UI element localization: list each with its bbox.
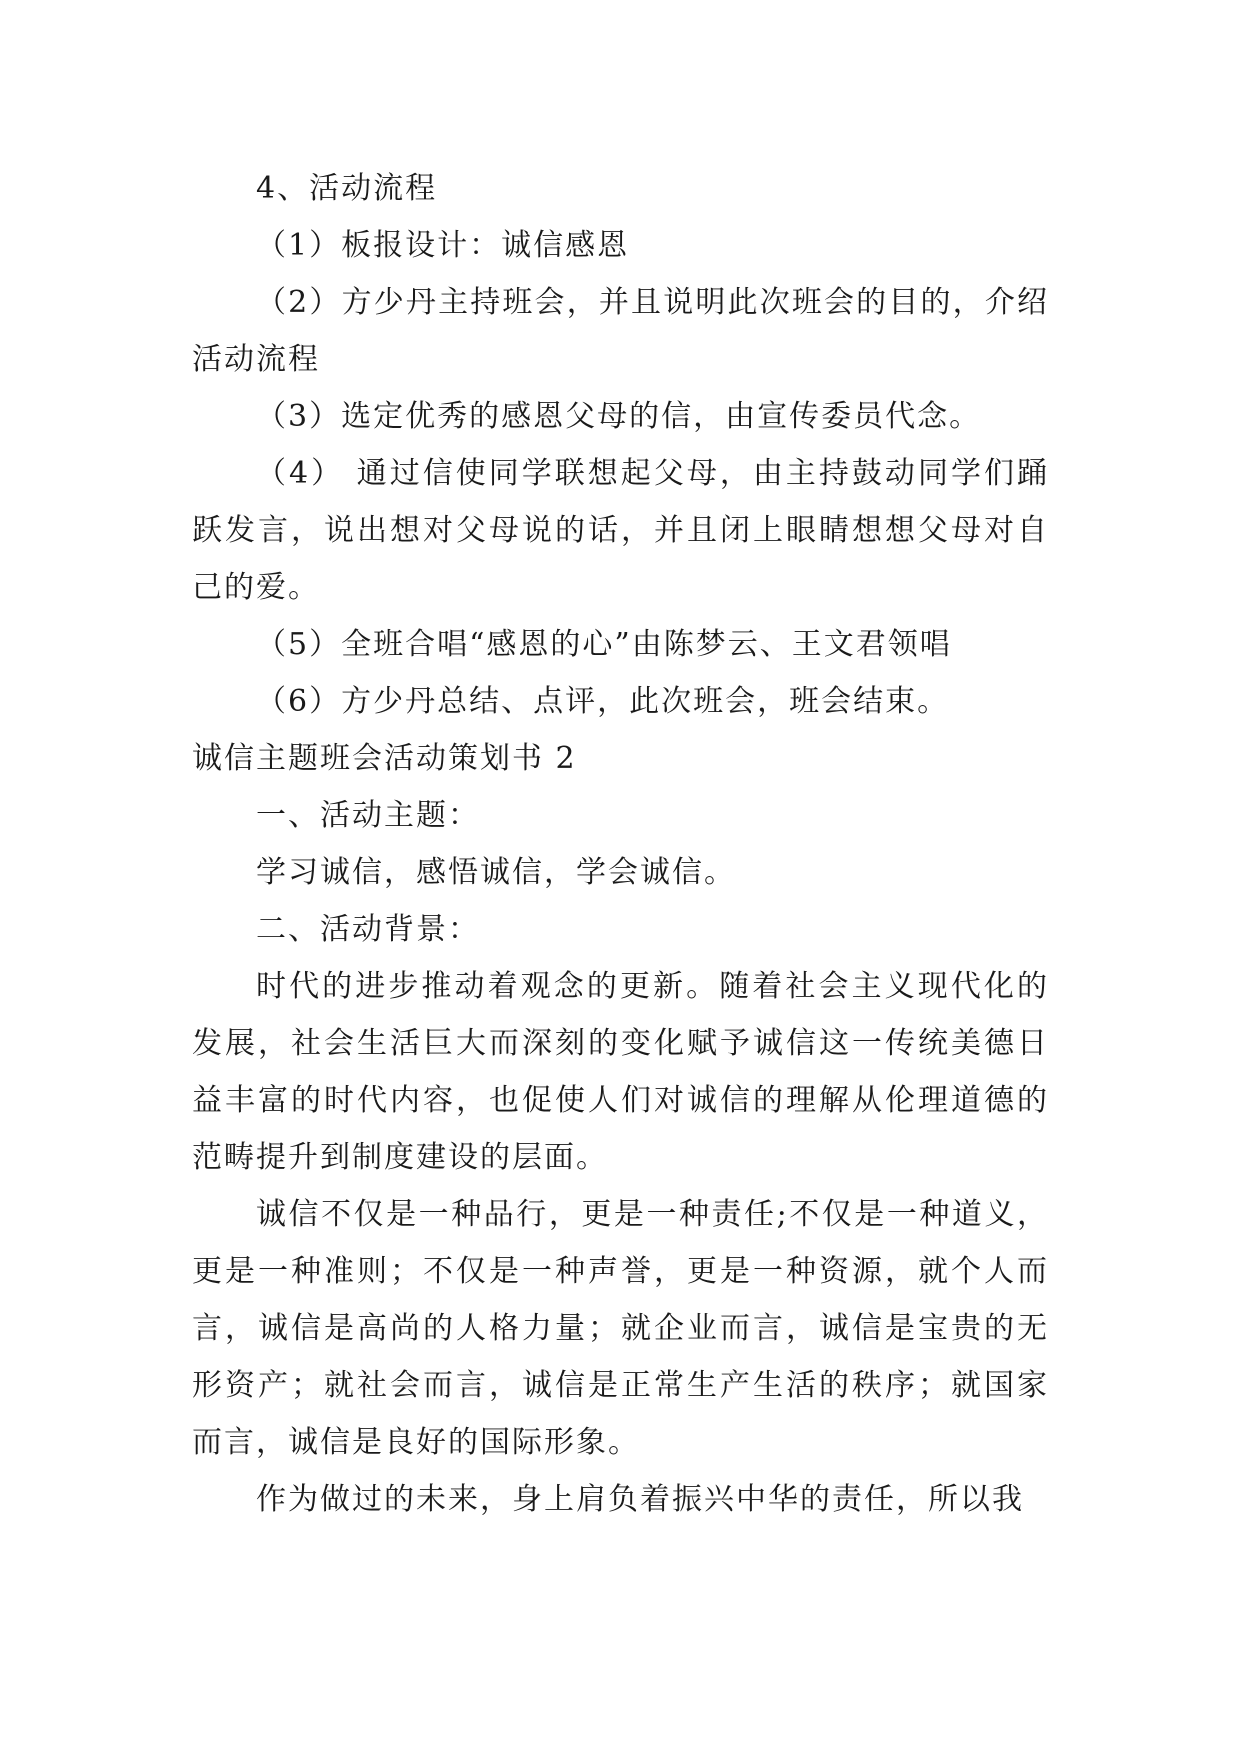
flow-heading: 4、活动流程: [256, 171, 438, 206]
background-heading: 二、活动背景：: [256, 912, 480, 947]
background-body-1: 时代的进步推动着观念的更新。随着社会主义现代化的发展，社会生活巨大而深刻的变化赋予诚信这一传统美德日益丰富的时代内容，也促使人们对诚信的理解从伦理道德的范畴提升到制度建设的层面。: [192, 969, 1049, 1175]
flow-step-4: （4） 通过信使同学联想起父母，由主持鼓动同学们踊跃发言，说出想对父母说的话，并且闭上眼睛想想父母对自己的爱。: [192, 456, 1049, 605]
background-body-3: 作为做过的未来，身上肩负着振兴中华的责任，所以我: [256, 1482, 1024, 1517]
section-title: 诚信主题班会活动策划书 2: [192, 741, 577, 776]
background-body-2: 诚信不仅是一种品行，更是一种责任;不仅是一种道义，更是一种准则；不仅是一种声誉，更是一种资源，就个人而言，诚信是高尚的人格力量；就企业而言，诚信是宝贵的无形资产；就社会而言，诚信是正常生产生活的秩序；就国家而言，诚信是良好的国际形象。: [192, 1197, 1049, 1460]
flow-step-3: （3）选定优秀的感恩父母的信，由宣传委员代念。: [256, 399, 982, 434]
theme-heading: 一、活动主题：: [256, 798, 480, 833]
flow-step-1: （1）板报设计：诚信感恩: [256, 228, 630, 263]
flow-step-2: （2）方少丹主持班会，并且说明此次班会的目的，介绍活动流程: [192, 285, 1049, 377]
flow-step-5: （5）全班合唱“感恩的心”由陈梦云、王文君领唱: [256, 627, 952, 662]
flow-step-6: （6）方少丹总结、点评，此次班会，班会结束。: [256, 684, 950, 719]
document-body: [192, 160, 1049, 1528]
theme-body: 学习诚信，感悟诚信，学会诚信。: [256, 855, 736, 890]
